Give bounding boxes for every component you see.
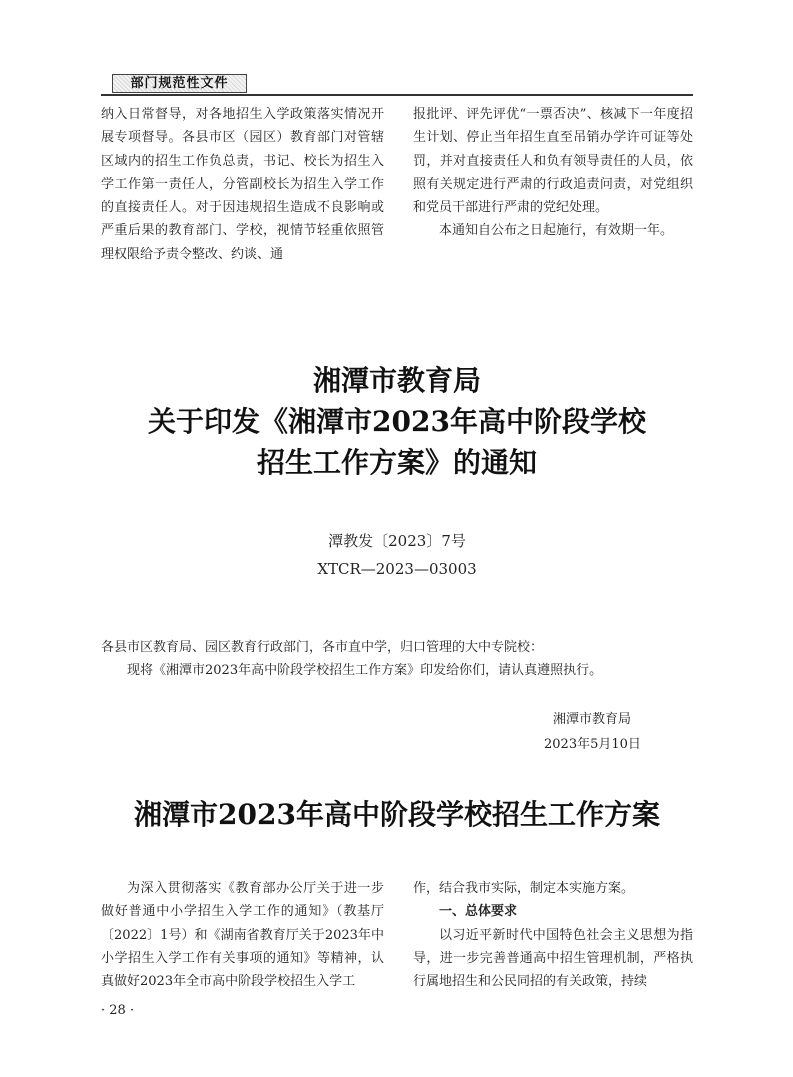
bottom-left-column xyxy=(101,877,384,993)
notice-title-line: 湘潭市教育局 xyxy=(312,364,481,397)
paragraph: 作，结合我市实际，制定本实施方案。 xyxy=(413,881,635,896)
document-number-block xyxy=(101,527,693,583)
section-heading: 一、总体要求 xyxy=(439,904,518,920)
notice-body xyxy=(101,636,693,682)
recipient-line: 各县市区教育局、园区教育行政部门，各市直中学，归口管理的大中专院校： xyxy=(101,640,544,655)
signature-date: 2023年5月10日 xyxy=(544,737,641,752)
header-rule xyxy=(101,94,693,96)
notice-title-line: 关于印发《湘潭市2023年高中阶段学校 xyxy=(148,405,646,438)
bottom-right-column xyxy=(413,877,693,993)
notice-title-line: 招生工作方案》的通知 xyxy=(256,446,537,479)
plan-title: 湘潭市2023年高中阶段学校招生工作方案 xyxy=(134,798,660,831)
paragraph: 纳入日常督导，对各地招生入学政策落实情况开展专项督导。各县市区（园区）教育部门对管辖区域内的招生工作负总责，书记、校长为招生入学工作第一责任人，分管副校长为招生入学工作的直接责任人。对于因违规招生造成不良影响或严重后果的教育部门、学校，视情节轻重依照管理权限给予责令整改、约谈、通 xyxy=(101,107,384,262)
page-number: · 28 · xyxy=(101,1003,135,1018)
document-code: XTCR—2023—03003 xyxy=(317,560,477,578)
notice-text: 现将《湘潭市2023年高中阶段学校招生工作方案》印发给你们，请认真遵照执行。 xyxy=(127,663,603,678)
paragraph: 本通知自公布之日起施行，有效期一年。 xyxy=(439,223,674,239)
top-right-column xyxy=(413,103,693,243)
notice-title xyxy=(101,360,693,483)
top-left-column xyxy=(101,103,384,266)
paragraph: 为深入贯彻落实《教育部办公厅关于进一步做好普通中小学招生入学工作的通知》（教基厅〔2022〕1号）和《湖南省教育厅关于2023年中小学招生入学工作有关事项的通知》等精神，认真做好2023年全市高中阶段学校招生入学工 xyxy=(101,881,384,990)
document-number: 潭教发〔2023〕7号 xyxy=(328,532,466,550)
paragraph: 以习近平新时代中国特色社会主义思想为指导，进一步完善普通高中招生管理机制，严格执行属地招生和公民同招的有关政策，持续 xyxy=(413,927,693,990)
signature-organization: 湘潭市教育局 xyxy=(553,712,632,727)
document-category-tag: 部门规范性文件 xyxy=(112,74,247,93)
paragraph: 报批评、评先评优“一票否决”、核减下一年度招生计划、停止当年招生直至吊销办学许可证等处罚，并对直接责任人和负有领导责任的人员，依照有关规定进行严肃的行政追责问责，对党组织和党员干部进行严肃的党纪处理。 xyxy=(413,107,693,216)
